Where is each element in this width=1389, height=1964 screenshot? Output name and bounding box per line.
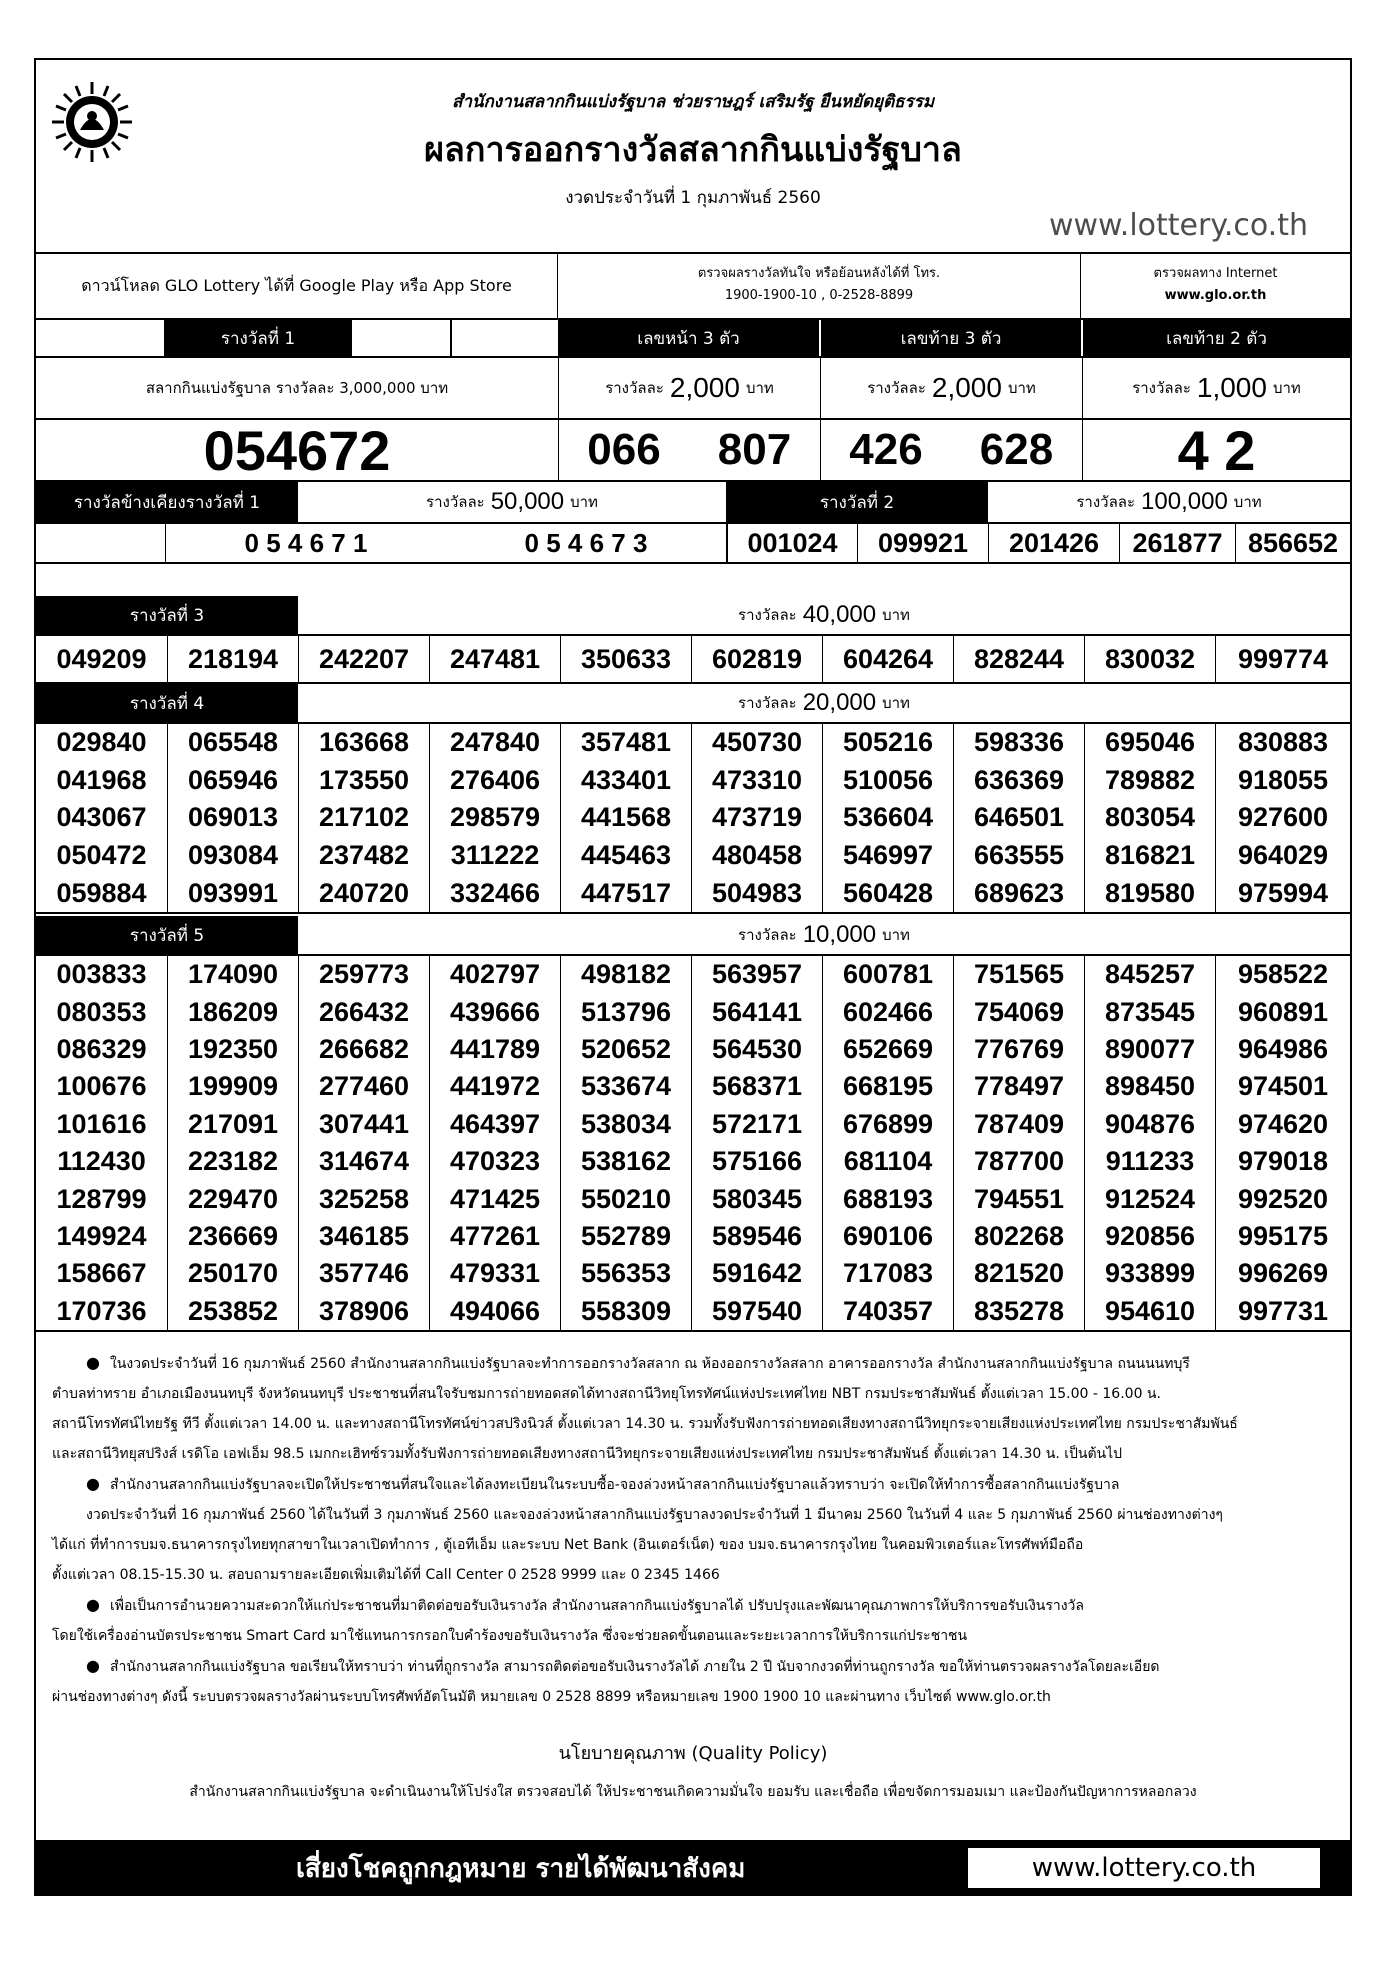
fourth-prize-number: 050472 (56, 840, 147, 871)
fifth-prize-amount (298, 916, 1350, 954)
fourth-prize-number: 093991 (167, 874, 298, 912)
header-subtitle: สำนักงานสลากกินแบ่งรัฐบาล ช่วยราษฎร์ เสริมรัฐ ยืนหยัดยุติธรรม (451, 92, 935, 112)
fourth-prize-number: 163668 (298, 724, 429, 762)
third-prize-number: 049209 (56, 643, 147, 674)
note-line: ● สำนักงานสลากกินแบ่งรัฐบาล ขอเรียนให้ทราบว่า ท่านที่ถูกรางวัล สามารถติดต่อขอรับเงินรางวัลได้ ภายใน 2 ปี นับจากงวดที่ท่านถูกรางวัล ขอให้ท่านตรวจผลรางวัลโดยละเอียด (86, 1656, 1160, 1675)
footer-slogan: เสี่ยงโชคถูกกฎหมาย รายได้พัฒนาสังคม (296, 1853, 746, 1884)
second-prize-number: 201426 (988, 524, 1119, 562)
fifth-prize-number: 266432 (298, 993, 429, 1030)
near-first-label: รางวัลข้างเคียงรางวัลที่ 1 (36, 482, 298, 522)
fifth-prize-number: 003833 (56, 959, 147, 990)
front3-number: 807 (717, 425, 792, 474)
fifth-prize-number: 346185 (298, 1218, 429, 1255)
fifth-prize-number: 933899 (1084, 1255, 1215, 1292)
fifth-prize-number: 591642 (691, 1255, 822, 1292)
front3-number: 066 (558, 420, 689, 480)
note-line (52, 1500, 1342, 1530)
fourth-prize-amount-prefix: รางวัลละ (738, 694, 797, 712)
fifth-prize-number: 520652 (560, 1031, 691, 1068)
last3-amount (820, 358, 1082, 418)
near-first-spacer (36, 524, 166, 562)
fifth-prize-number: 186209 (167, 993, 298, 1030)
second-prize-amount-unit: บาท (1233, 493, 1262, 511)
fourth-prize-number: 065946 (167, 762, 298, 800)
fourth-prize-number: 830883 (1215, 724, 1350, 762)
third-prize-number: 350633 (560, 636, 691, 682)
fifth-prize-number: 572171 (691, 1106, 822, 1143)
last2-amount-value: 1,000 (1196, 372, 1267, 403)
fifth-prize-number: 564141 (691, 993, 822, 1030)
note-text: และสถานีวิทยุสปริงส์ เรดิโอ เอฟเอ็ม 98.5 เมกกะเฮิทซ์รวมทั้งรับฟังการถ่ายทอดเสียงทางสถานีวิทยุกระจายเสียงแห่งประเทศไทย กรมประชาสัมพันธ์ ตั้งแต่เวลา 14.30 น. เป็นต้นไป (52, 1446, 1123, 1462)
fourth-prize-number: 041968 (56, 764, 147, 795)
near-first-amount-unit: บาท (570, 493, 598, 511)
note-line (52, 1379, 1342, 1409)
phone-numbers: 1900-1900-10 , 0-2528-8899 (724, 288, 914, 303)
fourth-prize-number: 646501 (953, 799, 1084, 837)
fifth-prize-number: 533674 (560, 1068, 691, 1105)
note-line (52, 1560, 1342, 1590)
draw-date: งวดประจำวันที่ 1 กุมภาพันธ์ 2560 (565, 188, 821, 208)
quality-policy-text: สำนักงานสลากกินแบ่งรัฐบาล จะดำเนินงานให้โปร่งใส ตรวจสอบได้ ให้ประชาชนเกิดความมั่นใจ ยอมรับ และเชื่อถือ เพื่อขจัดการมอมเมา และป้องกันปัญหาการหลอกลวง (189, 1784, 1197, 1800)
fifth-prize-number: 357746 (298, 1255, 429, 1292)
fifth-prize-number: 441972 (429, 1068, 560, 1105)
fifth-prize-number: 199909 (167, 1068, 298, 1105)
fifth-prize-amount-prefix: รางวัลละ (738, 926, 797, 944)
footer-banner (36, 1840, 1350, 1896)
fifth-prize-number: 794551 (953, 1180, 1084, 1217)
near-first-amount (298, 482, 726, 522)
note-text: ในงวดประจำวันที่ 16 กุมภาพันธ์ 2560 สำนักงานสลากกินแบ่งรัฐบาลจะทำการออกรางวัลสลาก ณ ห้องออกรางวัลสลาก อาคารออกรางวัล สำนักงานสลากกินแบ่งรัฐบาล ถนนนนทบุรี (109, 1356, 1190, 1372)
note-text: ได้แก่ ที่ทำการบมจ.ธนาคารกรุงไทยทุกสาขาในเวลาเปิดทำการ , ตู้เอทีเอ็ม และระบบ Net Bank (อินเตอร์เน็ต) ของ บมจ.ธนาคารกรุงไทย ในคอมพิวเตอร์และโทรศัพท์มือถือ (52, 1537, 1084, 1553)
last2-number: 4 2 (1082, 420, 1350, 480)
phone-info (558, 254, 1081, 318)
second-prize-number: 001024 (726, 524, 857, 562)
fourth-prize-number: 504983 (691, 874, 822, 912)
note-text: ตั้งแต่เวลา 08.15-15.30 น. สอบถามรายละเอียดเพิ่มเติมได้ที่ Call Center 0 2528 9999 และ 0 2345 1466 (52, 1567, 720, 1583)
fourth-prize-number: 473719 (691, 799, 822, 837)
fifth-prize-number: 080353 (56, 996, 147, 1027)
fifth-prize-number: 690106 (822, 1218, 953, 1255)
fourth-prize-number: 816821 (1084, 837, 1215, 875)
internet-site: www.glo.or.th (1164, 288, 1267, 303)
fifth-prize-number: 439666 (429, 993, 560, 1030)
note-text: โดยใช้เครื่องอ่านบัตรประชาชน Smart Card มาใช้แทนการกรอกใบคำร้องขอรับเงินรางวัล ซึ่งจะช่วยลดขั้นตอนและระยะเวลาการให้บริการแก่ประชาชน (52, 1628, 968, 1644)
second-prize-amount-value: 100,000 (1141, 488, 1228, 515)
fifth-prize-number: 602466 (822, 993, 953, 1030)
fourth-prize-number: 505216 (822, 724, 953, 762)
fifth-prize-number: 086329 (56, 1033, 147, 1064)
fourth-prize-number: 663555 (953, 837, 1084, 875)
fourth-prize-number: 298579 (429, 799, 560, 837)
fifth-prize-number: 192350 (167, 1031, 298, 1068)
fifth-prize-number: 236669 (167, 1218, 298, 1255)
fifth-prize-number: 477261 (429, 1218, 560, 1255)
fifth-prize-number: 223182 (167, 1143, 298, 1180)
fourth-prize-number: 029840 (56, 727, 147, 758)
fifth-prize-number: 676899 (822, 1106, 953, 1143)
fifth-prize-number: 778497 (953, 1068, 1084, 1105)
fifth-prize-number: 277460 (298, 1068, 429, 1105)
last2-amount (1082, 358, 1350, 418)
fifth-prize-number: 550210 (560, 1180, 691, 1217)
fourth-prize-number: 473310 (691, 762, 822, 800)
third-prize-grid (36, 636, 1350, 684)
fourth-prize-number: 357481 (560, 724, 691, 762)
fifth-prize-number: 787700 (953, 1143, 1084, 1180)
fourth-prize-number: 918055 (1215, 762, 1350, 800)
header-website: www.lottery.co.th (1048, 208, 1308, 243)
fifth-prize-number: 845257 (1084, 956, 1215, 993)
first-prize-desc: สลากกินแบ่งรัฐบาล รางวัลละ 3,000,000 บาท (145, 379, 449, 397)
fourth-prize-number: 311222 (429, 837, 560, 875)
fifth-prize-number: 325258 (298, 1180, 429, 1217)
fifth-prize-number: 964986 (1215, 1031, 1350, 1068)
fourth-prize-amount (298, 684, 1350, 722)
near-second-label-row (36, 482, 1350, 524)
fifth-prize-number: 556353 (560, 1255, 691, 1292)
fifth-prize-number: 575166 (691, 1143, 822, 1180)
front3-amount-value: 2,000 (669, 372, 740, 403)
last3-label: เลขท้าย 3 ตัว (820, 320, 1081, 356)
fourth-prize-number: 450730 (691, 724, 822, 762)
fourth-prize-number: 043067 (56, 802, 147, 833)
fifth-prize-number: 996269 (1215, 1255, 1350, 1292)
fifth-prize-number: 898450 (1084, 1068, 1215, 1105)
fourth-prize-number: 069013 (167, 799, 298, 837)
notes-section (52, 1348, 1342, 1712)
fourth-prize-number: 276406 (429, 762, 560, 800)
note-line (52, 1621, 1342, 1651)
fifth-prize-number: 873545 (1084, 993, 1215, 1030)
fifth-prize-number: 600781 (822, 956, 953, 993)
fifth-prize-number: 229470 (167, 1180, 298, 1217)
page-title: ผลการออกรางวัลสลากกินแบ่งรัฐบาล (424, 130, 962, 170)
third-prize-number: 830032 (1084, 636, 1215, 682)
fifth-prize-number: 751565 (953, 956, 1084, 993)
fifth-prize-number: 912524 (1084, 1180, 1215, 1217)
last2-label: เลขท้าย 2 ตัว (1082, 320, 1350, 356)
fourth-prize-number: 059884 (56, 877, 147, 908)
fifth-prize-number: 498182 (560, 956, 691, 993)
note-text: สถานีโทรทัศน์ไทยรัฐ ทีวี ตั้งแต่เวลา 14.00 น. และทางสถานีโทรทัศน์ข่าวสปริงนิวส์ ตั้งแต่เวลา 14.30 น. รวมทั้งรับฟังการถ่ายทอดเสียงทางสถานีวิทยุกระจายเสียงแห่งประเทศไทย กรมประชาสัมพันธ์ (52, 1416, 1238, 1432)
last3-amount-unit: บาท (1007, 379, 1036, 397)
fourth-prize-number: 803054 (1084, 799, 1215, 837)
last3-number: 628 (979, 425, 1054, 474)
fifth-prize-number: 668195 (822, 1068, 953, 1105)
note-text: งวดประจำวันที่ 16 กุมภาพันธ์ 2560 ได้ในวันที่ 3 กุมภาพันธ์ 2560 และจองล่วงหน้าสลากกินแบ่งรัฐบาลงวดประจำวันที่ 1 มีนาคม 2560 ในวันที่ 4 และ 5 กุมภาพันธ์ 2560 ผ่านช่องทางต่างๆ (86, 1507, 1223, 1523)
third-prize-amount-value: 40,000 (802, 601, 877, 628)
fourth-prize-number: 240720 (298, 874, 429, 912)
header (36, 60, 1350, 254)
second-prize-number: 856652 (1235, 524, 1350, 562)
near-first-amount-prefix: รางวัลละ (426, 493, 485, 511)
fourth-prize-number: 546997 (822, 837, 953, 875)
fifth-prize-number: 754069 (953, 993, 1084, 1030)
fifth-prize-number: 253852 (167, 1293, 298, 1330)
note-line (52, 1439, 1342, 1469)
fifth-prize-number: 158667 (56, 1258, 147, 1289)
fifth-prize-number: 170736 (56, 1295, 147, 1326)
fifth-prize-number: 740357 (822, 1293, 953, 1330)
fourth-prize-number: 065548 (167, 724, 298, 762)
fourth-prize-number: 217102 (298, 799, 429, 837)
fifth-prize-number: 564530 (691, 1031, 822, 1068)
lottery-result-sheet (34, 58, 1352, 1896)
near-first-amount-value: 50,000 (490, 488, 565, 515)
prize-label-row (36, 320, 1350, 358)
download-info: ดาวน์โหลด GLO Lottery ได้ที่ Google Play หรือ App Store (36, 254, 558, 318)
third-prize-number: 218194 (167, 636, 298, 682)
third-prize-amount-unit: บาท (882, 606, 910, 624)
second-prize-number: 261877 (1119, 524, 1235, 562)
fourth-prize-number: 445463 (560, 837, 691, 875)
front3-amount-unit: บาท (745, 379, 774, 397)
fifth-prize-number: 494066 (429, 1293, 560, 1330)
first-prize-label-spacer-left (36, 320, 166, 356)
fifth-prize-number: 250170 (167, 1255, 298, 1292)
fourth-prize-number: 927600 (1215, 799, 1350, 837)
fifth-prize-number: 974501 (1215, 1068, 1350, 1105)
fourth-prize-number: 510056 (822, 762, 953, 800)
fourth-prize-grid (36, 724, 1350, 914)
fourth-prize-number: 560428 (822, 874, 953, 912)
third-prize-amount-prefix: รางวัลละ (738, 606, 797, 624)
fifth-prize-number: 568371 (691, 1068, 822, 1105)
fifth-prize-number: 688193 (822, 1180, 953, 1217)
fifth-prize-number: 974620 (1215, 1106, 1350, 1143)
winning-number-row (36, 420, 1350, 482)
note-text: ตำบลท่าทราย อำเภอเมืองนนทบุรี จังหวัดนนทบุรี ประชาชนที่สนใจรับชมการถ่ายทอดสดได้ทางสถานีวิทยุโทรทัศน์แห่งประเทศไทย NBT กรมประชาสัมพันธ์ ตั้งแต่เวลา 15.00 - 16.00 น. (52, 1386, 1161, 1402)
fourth-prize-number: 447517 (560, 874, 691, 912)
fourth-prize-number: 247840 (429, 724, 560, 762)
note-line: ● เพื่อเป็นการอำนวยความสะดวกให้แก่ประชาชนที่มาติดต่อขอรับเงินรางวัล สำนักงานสลากกินแบ่งรัฐบาลได้ ปรับปรุงและพัฒนาคุณภาพการให้บริการขอรับเงินรางวัล (86, 1595, 1085, 1614)
fifth-prize-number: 835278 (953, 1293, 1084, 1330)
fifth-prize-number: 471425 (429, 1180, 560, 1217)
note-line (52, 1530, 1342, 1560)
fifth-prize-number: 314674 (298, 1143, 429, 1180)
first-prize-label-spacer-right (450, 320, 558, 356)
fifth-prize-number: 441789 (429, 1031, 560, 1068)
fourth-prize-number: 819580 (1084, 874, 1215, 912)
fifth-prize-number: 776769 (953, 1031, 1084, 1068)
note-line: ● ในงวดประจำวันที่ 16 กุมภาพันธ์ 2560 สำนักงานสลากกินแบ่งรัฐบาลจะทำการออกรางวัลสลาก ณ ห้องออกรางวัลสลาก อาคารออกรางวัล สำนักงานสลากกินแบ่งรัฐบาล ถนนนนทบุรี (86, 1353, 1190, 1372)
last3-amount-value: 2,000 (931, 372, 1002, 403)
near-first-number: 0 5 4 6 7 1 (244, 527, 368, 558)
fourth-prize-number: 689623 (953, 874, 1084, 912)
phone-label: ตรวจผลรางวัลทันใจ หรือย้อนหลังได้ที่ โทร. (697, 266, 941, 281)
fifth-prize-number: 538034 (560, 1106, 691, 1143)
fifth-prize-number: 538162 (560, 1143, 691, 1180)
fourth-prize-number: 433401 (560, 762, 691, 800)
fourth-prize-amount-unit: บาท (882, 694, 910, 712)
fourth-prize-number: 093084 (167, 837, 298, 875)
fifth-prize-number: 890077 (1084, 1031, 1215, 1068)
note-line (52, 1682, 1342, 1712)
fifth-prize-number: 958522 (1215, 956, 1350, 993)
fourth-prize-header (36, 684, 1350, 724)
fifth-prize-number: 112430 (57, 1146, 146, 1177)
fifth-prize-number: 979018 (1215, 1143, 1350, 1180)
fifth-prize-grid (36, 956, 1350, 1332)
fifth-prize-number: 101616 (56, 1108, 147, 1139)
last2-amount-prefix: รางวัลละ (1132, 379, 1191, 397)
footer-website: www.lottery.co.th (968, 1848, 1320, 1888)
second-prize-amount-prefix: รางวัลละ (1076, 493, 1136, 511)
note-text: สำนักงานสลากกินแบ่งรัฐบาล ขอเรียนให้ทราบว่า ท่านที่ถูกรางวัล สามารถติดต่อขอรับเงินรางวัลได้ ภายใน 2 ปี นับจากงวดที่ท่านถูกรางวัล ขอให้ท่านตรวจผลรางวัลโดยละเอียด (109, 1659, 1160, 1675)
fourth-prize-number: 536604 (822, 799, 953, 837)
near-first-number: 0 5 4 6 7 3 (524, 527, 648, 558)
fifth-prize-label: รางวัลที่ 5 (36, 916, 298, 954)
fifth-prize-number: 597540 (691, 1293, 822, 1330)
fifth-prize-number: 681104 (822, 1143, 953, 1180)
fifth-prize-number: 960891 (1215, 993, 1350, 1030)
last2-amount-unit: บาท (1272, 379, 1301, 397)
fourth-prize-number: 237482 (298, 837, 429, 875)
note-text: ผ่านช่องทางต่างๆ ดังนี้ ระบบตรวจผลรางวัลผ่านระบบโทรศัพท์อัตโนมัติ หมายเลข 0 2528 8899 หรือหมายเลข 1900 1900 10 และผ่านทาง เว็บไซต์ www.glo.or.th (52, 1689, 1051, 1705)
fifth-prize-number: 307441 (298, 1106, 429, 1143)
first-prize-number: 054672 (203, 418, 391, 482)
fifth-prize-number: 995175 (1215, 1218, 1350, 1255)
third-prize-header (36, 596, 1350, 636)
fourth-prize-number: 480458 (691, 837, 822, 875)
fifth-prize-number: 470323 (429, 1143, 560, 1180)
fifth-prize-number: 464397 (429, 1106, 560, 1143)
second-prize-amount (988, 482, 1350, 522)
fifth-prize-number: 954610 (1084, 1293, 1215, 1330)
third-prize-number: 242207 (298, 636, 429, 682)
third-prize-number: 828244 (953, 636, 1084, 682)
fifth-prize-number: 217091 (167, 1106, 298, 1143)
first-prize-label-spacer (350, 320, 450, 356)
fifth-prize-number: 821520 (953, 1255, 1084, 1292)
fourth-prize-number: 173550 (298, 762, 429, 800)
fifth-prize-number: 174090 (167, 956, 298, 993)
second-prize-number: 099921 (857, 524, 988, 562)
fourth-prize-number: 975994 (1215, 874, 1350, 912)
third-prize-number: 602819 (691, 636, 822, 682)
fifth-prize-number: 992520 (1215, 1180, 1350, 1217)
fifth-prize-number: 100676 (56, 1071, 147, 1102)
third-prize-amount (298, 596, 1350, 634)
fifth-prize-number: 920856 (1084, 1218, 1215, 1255)
fifth-prize-number: 904876 (1084, 1106, 1215, 1143)
fifth-prize-amount-value: 10,000 (802, 921, 877, 948)
fifth-prize-number: 787409 (953, 1106, 1084, 1143)
fourth-prize-label: รางวัลที่ 4 (36, 684, 298, 722)
fourth-prize-amount-value: 20,000 (802, 689, 877, 716)
fourth-prize-number: 964029 (1215, 837, 1350, 875)
note-line: ● สำนักงานสลากกินแบ่งรัฐบาลจะเปิดให้ประชาชนที่สนใจและได้ลงทะเบียนในระบบซื้อ-จองล่วงหน้าสลากกินแบ่งรัฐบาลแล้วทราบว่า จะเปิดให้ทำการซื้อสลากกินแบ่งรัฐบาล (86, 1474, 1120, 1493)
fifth-prize-number: 266682 (298, 1031, 429, 1068)
fifth-prize-header (36, 916, 1350, 956)
quality-policy-title: นโยบายคุณภาพ (Quality Policy) (558, 1743, 828, 1764)
fifth-prize-amount-unit: บาท (882, 926, 910, 944)
internet-label: ตรวจผลทาง Internet (1153, 266, 1278, 281)
last3-amount-prefix: รางวัลละ (867, 379, 926, 397)
first-prize-label: รางวัลที่ 1 (166, 320, 350, 356)
fourth-prize-number: 598336 (953, 724, 1084, 762)
front3-amount-prefix: รางวัลละ (605, 379, 664, 397)
fifth-prize-number: 259773 (298, 956, 429, 993)
fifth-prize-number: 128799 (56, 1183, 147, 1214)
fifth-prize-number: 479331 (429, 1255, 560, 1292)
fifth-prize-number: 558309 (560, 1293, 691, 1330)
fifth-prize-number: 513796 (560, 993, 691, 1030)
front3-amount (558, 358, 820, 418)
third-prize-number: 999774 (1215, 636, 1350, 682)
fifth-prize-number: 589546 (691, 1218, 822, 1255)
fifth-prize-number: 580345 (691, 1180, 822, 1217)
fifth-prize-number: 402797 (429, 956, 560, 993)
fourth-prize-number: 441568 (560, 799, 691, 837)
note-text: เพื่อเป็นการอำนวยความสะดวกให้แก่ประชาชนที่มาติดต่อขอรับเงินรางวัล สำนักงานสลากกินแบ่งรัฐบาลได้ ปรับปรุงและพัฒนาคุณภาพการให้บริการขอรับเงินรางวัล (109, 1598, 1085, 1614)
fifth-prize-number: 552789 (560, 1218, 691, 1255)
fifth-prize-number: 149924 (56, 1220, 147, 1251)
fifth-prize-number: 911233 (1084, 1143, 1215, 1180)
fifth-prize-number: 563957 (691, 956, 822, 993)
fifth-prize-number: 378906 (298, 1293, 429, 1330)
last3-number: 426 (820, 420, 951, 480)
fifth-prize-number: 717083 (822, 1255, 953, 1292)
internet-info (1081, 254, 1350, 318)
front3-label: เลขหน้า 3 ตัว (558, 320, 819, 356)
fifth-prize-number: 652669 (822, 1031, 953, 1068)
fifth-prize-number: 997731 (1215, 1293, 1350, 1330)
note-line (52, 1409, 1342, 1439)
note-text: สำนักงานสลากกินแบ่งรัฐบาลจะเปิดให้ประชาชนที่สนใจและได้ลงทะเบียนในระบบซื้อ-จองล่วงหน้าสลากกินแบ่งรัฐบาลแล้วทราบว่า จะเปิดให้ทำการซื้อสลากกินแบ่งรัฐบาล (109, 1477, 1120, 1493)
third-prize-number: 604264 (822, 636, 953, 682)
info-row (36, 254, 1350, 320)
fourth-prize-number: 636369 (953, 762, 1084, 800)
fourth-prize-number: 789882 (1084, 762, 1215, 800)
third-prize-label: รางวัลที่ 3 (36, 596, 298, 634)
near-second-number-row (36, 524, 1350, 564)
fourth-prize-number: 332466 (429, 874, 560, 912)
fifth-prize-number: 802268 (953, 1218, 1084, 1255)
fourth-prize-number: 695046 (1084, 724, 1215, 762)
second-prize-label: รางวัลที่ 2 (726, 482, 988, 522)
amount-row (36, 358, 1350, 420)
third-prize-number: 247481 (429, 636, 560, 682)
